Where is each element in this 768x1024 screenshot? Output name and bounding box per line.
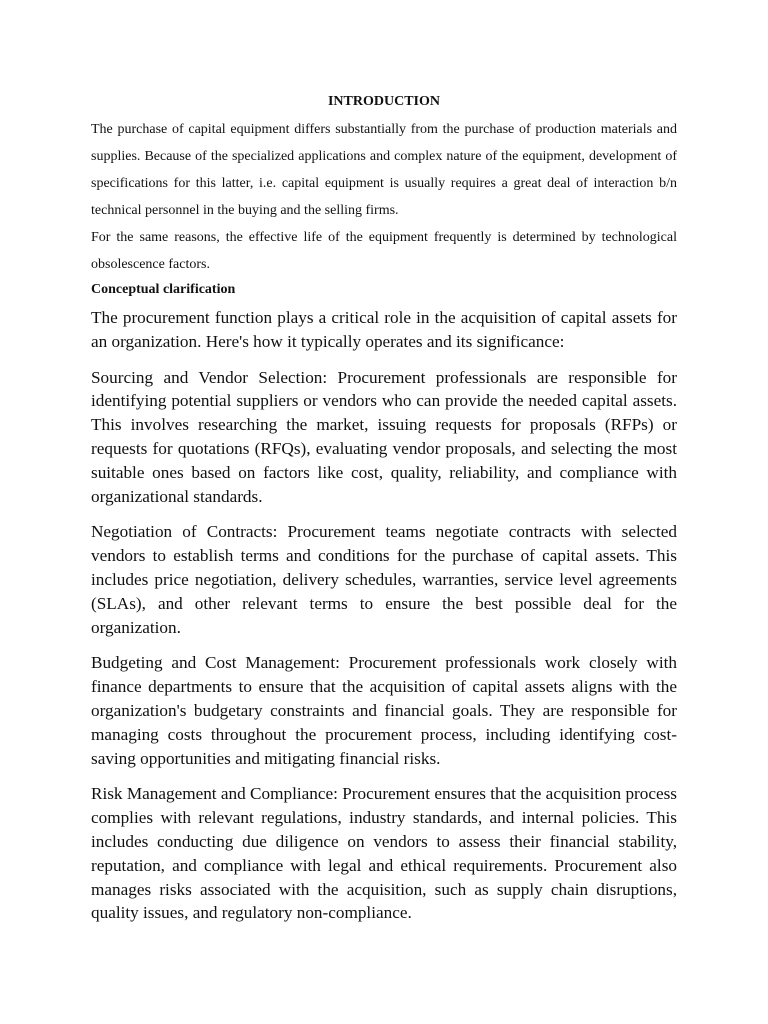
intro-paragraph: For the same reasons, the effective life of the equipment frequently is determined by technological obsolescence factors. <box>91 230 677 272</box>
body-paragraph: The procurement function plays a critical role in the acquisition of capital assets for an organization. Here's how it typically operates and its significance: <box>91 308 677 351</box>
section-subheading: Conceptual clarification <box>91 282 236 297</box>
body-paragraph: Negotiation of Contracts: Procurement teams negotiate contracts with selected vendors to establish terms and conditions for the purchase of capital assets. This includes price negotiation, delivery schedules, warranties, service level agreements (SLAs), and other relevant terms to ensure the best possible deal for the organization. <box>91 522 677 637</box>
intro-section <box>91 116 677 278</box>
body-paragraph: Risk Management and Compliance: Procurement ensures that the acquisition process complies with relevant regulations, industry standards, and internal policies. This includes conducting due diligence on vendors to assess their financial stability, reputation, and compliance with legal and ethical requirements. Procurement also manages risks associated with the acquisition, such as supply chain disruptions, quality issues, and regulatory non-compliance. <box>91 784 677 923</box>
body-paragraph: Budgeting and Cost Management: Procurement professionals work closely with finance departments to ensure that the acquisition of capital assets aligns with the organization's budgetary constraints and financial goals. They are responsible for managing costs throughout the procurement process, including identifying cost-saving opportunities and mitigating financial risks. <box>91 653 677 768</box>
intro-paragraph: The purchase of capital equipment differs substantially from the purchase of production materials and supplies. Because of the specialized applications and complex nature of the equipment, development of specifications for this latter, i.e. capital equipment is usually requires a great deal of interaction b/n technical personnel in the buying and the selling firms. <box>91 122 677 218</box>
page-heading: INTRODUCTION <box>327 94 440 109</box>
body-paragraph: Sourcing and Vendor Selection: Procurement professionals are responsible for identifying potential suppliers or vendors who can provide the needed capital assets. This involves researching the market, issuing requests for proposals (RFPs) or requests for quotations (RFQs), evaluating vendor proposals, and selecting the most suitable ones based on factors like cost, quality, reliability, and compliance with organizational standards. <box>91 367 677 506</box>
body-section <box>91 306 677 937</box>
